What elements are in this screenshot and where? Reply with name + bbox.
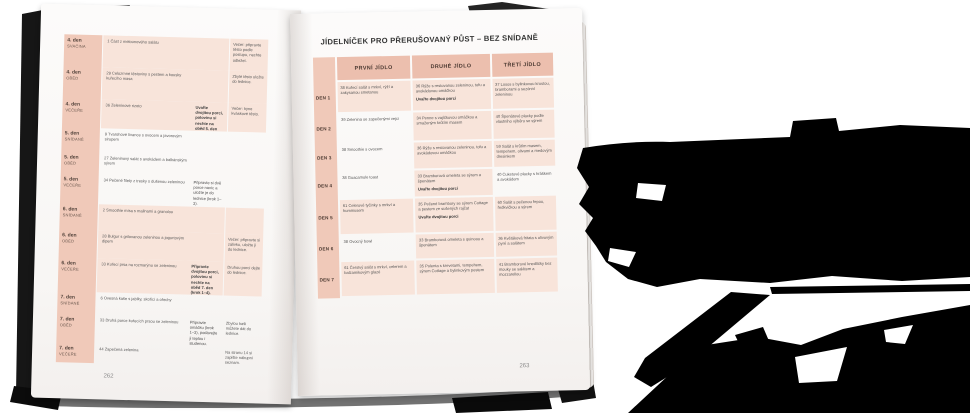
- note-cell: [223, 296, 262, 319]
- meal-cell: 38 Ovocný bowl: [343, 238, 373, 245]
- day-label: 5. den VEČEŘE: [63, 176, 82, 188]
- meal-cell: 9 Tvarohové lívance s ovocem a javorovým sirupem: [104, 131, 182, 142]
- day-label: 5. den SNÍDANĚ: [64, 130, 84, 142]
- column-header-first-meal: PRVNÍ JÍDLO: [337, 56, 411, 81]
- table-row: [315, 168, 555, 199]
- note-cell: Zbylou kaši můžete dát do lednice.: [225, 320, 252, 337]
- meal-cell: 29 Celozrnné těstoviny s pestem a kousky kuřecího masa: [102, 67, 229, 102]
- page-title: JÍDELNÍČEK PRO PŘERUŠOVANÝ PŮST – BEZ SNÍDANĚ: [320, 32, 539, 47]
- meal-cell: 35 Polenta s krevetami, tempehem, sýrem Cottage a bylinkovým pestem: [416, 259, 494, 295]
- day-label: 7. den OBĚD: [59, 316, 75, 328]
- meal-cell: 6 Ovesná kaše s jablky, skořicí a ořechy: [100, 295, 172, 303]
- day-label: 7. den SNÍDANĚ: [60, 294, 80, 306]
- table-row: [316, 196, 557, 235]
- meal-cell: 36 Zeleninové rizoto Uvařte dvojitou porci, polovinu si nechte na oběd 5. den: [101, 99, 228, 131]
- meal-cell: 39 Zelenina se zapečenými vejci: [341, 115, 399, 123]
- table-row: [63, 66, 268, 103]
- meal-cell: 44 Zapečená zelenina: [99, 346, 139, 353]
- day-label: 6. den OBĚD: [61, 232, 77, 244]
- meal-cell: 35 Pečené brambory se sýrem Cottage a pestem ze sušených rajčat Uvařte dvojitou porci: [415, 197, 493, 233]
- note-cell: [227, 156, 266, 179]
- table-row: [317, 258, 558, 297]
- meal-cell: 38 Guacamole toast: [342, 174, 379, 181]
- den-label: DEN 2: [316, 125, 332, 132]
- meal-cell: 27 Zeleninový salát s avokádem a balkánským sýrem: [103, 155, 187, 166]
- day-label: 6. den SNÍDANĚ: [62, 206, 82, 218]
- meal-cell: 61 Celerové tyčinky s mrkví a hummusem: [340, 199, 414, 235]
- den-label: DEN 6: [318, 245, 334, 252]
- meal-cell: 33 Druhá porce kuřecích prsou se zeleninou Připravte omáčku (krok 1–3), podávejte ji teplou i studenou.: [99, 317, 218, 346]
- meal-cell: 1 Část z melounového salátu: [103, 35, 230, 70]
- table-row: [56, 342, 260, 367]
- meal-cell: 33 Bramborová omeleta s quinoou a špenátem: [416, 233, 494, 259]
- meal-cell: 36 Rýže s restovanou zeleninou, tofu a avokádovou omáčkou Uvařte dvojitou porci: [413, 79, 491, 111]
- table-row: [314, 110, 555, 143]
- fasting-meal-table: [313, 53, 558, 299]
- note-cell: Večer: připravte si zálivku, uložte ji do lednice.: [225, 233, 264, 262]
- den-label: DEN 4: [317, 182, 333, 189]
- note-cell: Večer: kyne kváskové těsto.: [228, 103, 267, 133]
- left-meal-table: [56, 34, 269, 367]
- table-row: [58, 257, 263, 296]
- meal-cell: 40 Cuketové placky s hráškem a avokádem: [496, 170, 552, 182]
- meal-cell: 33 Bramborová omeleta se sýrem a špenátem Uvařte dvojitou porci: [415, 169, 493, 197]
- note-cell: Na stranu 14 si zapište nákupní seznam.: [224, 349, 254, 366]
- page-number-right: 263: [519, 363, 530, 370]
- table-row: [317, 232, 557, 261]
- meal-cell: 38 Kuřecí salát s mrkví, rýží a zakysanou smetanou: [337, 81, 411, 113]
- day-label: 4. den SVAČINA: [67, 37, 86, 49]
- meal-cell: 59 Salát s krůtím masem, tempehem, olivami a medovým dresinkem: [493, 140, 555, 167]
- meal-cell: 2 Smoothie mísa s malinami a granolou: [98, 204, 225, 233]
- table-row: [313, 78, 554, 113]
- note-cell: Zbylé těsto uložte do lednice.: [229, 71, 268, 104]
- note-cell: Večer: připravte těsto podle postupu, nechte odležet.: [230, 39, 269, 72]
- den-label: DEN 1: [315, 94, 331, 101]
- meal-cell: 33 Kuřecí prsa na rozmarýnu se zeleninou Připravte dvojitou porci, polovinu si nechte na oběd 7. den (krok 1–4).: [97, 258, 224, 295]
- table-header-row: [313, 53, 553, 81]
- den-label: DEN 3: [316, 154, 332, 161]
- right-page: [290, 8, 590, 396]
- meal-cell: 28 Bulgur s grilovanou zeleninou a jogurtovým dipem: [98, 230, 225, 261]
- header-spacer: [313, 57, 335, 80]
- meal-cell: 40 Špenátové placky podle vlastního výběru se sýrem: [493, 110, 555, 139]
- den-label: DEN 5: [318, 214, 333, 221]
- meal-cell: 36 Rýže s restovanou zeleninou, tofu a avokádovou omáčkou: [414, 141, 492, 169]
- column-header-third-meal: TŘETÍ JÍDLO: [491, 53, 553, 77]
- day-label: 4. den OBĚD: [66, 69, 81, 81]
- meal-cell: 37 Losos s bylinkovou krustou, bramborami a sezónní zeleninou: [492, 78, 554, 109]
- left-page: [31, 4, 301, 405]
- day-label: 5. den OBĚD: [63, 154, 79, 166]
- meal-cell: 36 Květáková fritata s olivovým pyré a salátem: [495, 232, 557, 257]
- day-label: 7. den VEČEŘE: [58, 345, 77, 357]
- meal-cell: 61 Čerstvý salát s mrkví, celerem a balzamikovým glazé: [341, 261, 415, 297]
- meal-cell: 34 Penne s vajíčkovou omáčkou a smaženým krůtím masem: [413, 111, 491, 141]
- note-cell: [225, 208, 264, 235]
- day-label: 4. den VEČEŘE: [65, 101, 84, 113]
- table-row: [64, 34, 269, 71]
- den-label: DEN 7: [319, 276, 335, 283]
- meal-cell: 34 Pečené filety z tresky s dušenou zeleninou Připravte si dvě porce navíc a uložte je do lednice (krok 1–3).: [103, 177, 222, 206]
- meal-cell: 60 Salát s pečenou řepou, ředkvičkou a sýrem: [494, 196, 556, 231]
- note-cell: [226, 178, 265, 209]
- meal-cell: 41 Bramborové knedlíčky bez mouky se salátem a mozzarellou: [496, 258, 558, 293]
- day-label: 6. den VEČEŘE: [61, 260, 79, 272]
- meal-cell: 38 Smoothie s ovocem: [341, 146, 383, 153]
- page-number-left: 262: [103, 373, 114, 380]
- note-cell: Druhou porci dejte do lednice.: [224, 261, 263, 296]
- column-header-second-meal: DRUHÉ JÍDLO: [412, 54, 490, 79]
- note-cell: [227, 132, 266, 157]
- table-row: [315, 140, 555, 171]
